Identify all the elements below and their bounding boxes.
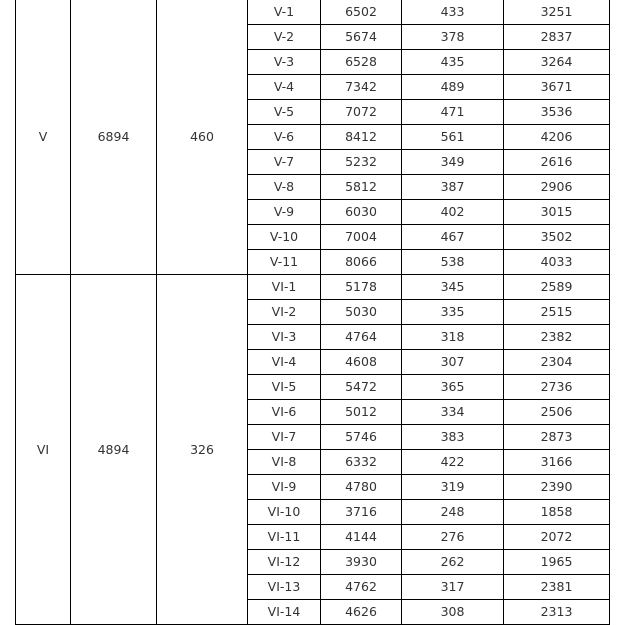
value-b-cell: 335 [402,300,504,325]
value-b-cell: 262 [402,550,504,575]
group-name-cell: V [16,0,71,275]
value-c-cell: 2589 [504,275,610,300]
value-a-cell: 4608 [321,350,402,375]
sample-id-cell: VI-1 [248,275,321,300]
value-c-cell: 2381 [504,575,610,600]
sample-id-cell: V-10 [248,225,321,250]
sample-id-cell: VI-4 [248,350,321,375]
value-b-cell: 433 [402,0,504,25]
sample-id-cell: V-3 [248,50,321,75]
sample-id-cell: VI-10 [248,500,321,525]
value-c-cell: 2313 [504,600,610,625]
value-c-cell: 2506 [504,400,610,425]
value-b-cell: 561 [402,125,504,150]
value-a-cell: 5030 [321,300,402,325]
sample-id-cell: VI-5 [248,375,321,400]
value-c-cell: 2304 [504,350,610,375]
value-c-cell: 2736 [504,375,610,400]
sample-id-cell: V-7 [248,150,321,175]
sample-id-cell: V-5 [248,100,321,125]
sample-id-cell: V-6 [248,125,321,150]
group-value-a-cell: 6894 [71,0,157,275]
value-a-cell: 6528 [321,50,402,75]
value-a-cell: 6332 [321,450,402,475]
group-value-b-cell: 326 [157,275,248,625]
value-b-cell: 317 [402,575,504,600]
value-b-cell: 422 [402,450,504,475]
value-c-cell: 3015 [504,200,610,225]
group-value-a-cell: 4894 [71,275,157,625]
value-b-cell: 345 [402,275,504,300]
value-c-cell: 3671 [504,75,610,100]
table-row [16,275,610,300]
value-a-cell: 8412 [321,125,402,150]
sample-id-cell: VI-11 [248,525,321,550]
value-b-cell: 276 [402,525,504,550]
value-b-cell: 387 [402,175,504,200]
sample-id-cell: VI-13 [248,575,321,600]
value-b-cell: 402 [402,200,504,225]
value-a-cell: 7342 [321,75,402,100]
value-a-cell: 5674 [321,25,402,50]
sample-id-cell: V-8 [248,175,321,200]
value-b-cell: 318 [402,325,504,350]
value-c-cell: 4033 [504,250,610,275]
value-a-cell: 5178 [321,275,402,300]
value-a-cell: 5472 [321,375,402,400]
sample-id-cell: VI-14 [248,600,321,625]
value-b-cell: 308 [402,600,504,625]
value-a-cell: 3716 [321,500,402,525]
sample-id-cell: V-9 [248,200,321,225]
sample-id-cell: VI-12 [248,550,321,575]
sample-id-cell: VI-9 [248,475,321,500]
value-c-cell: 1965 [504,550,610,575]
sample-id-cell: V-2 [248,25,321,50]
value-c-cell: 3264 [504,50,610,75]
value-c-cell: 2837 [504,25,610,50]
value-a-cell: 8066 [321,250,402,275]
value-b-cell: 471 [402,100,504,125]
data-table [15,0,610,625]
value-c-cell: 2072 [504,525,610,550]
sample-id-cell: V-4 [248,75,321,100]
value-c-cell: 2382 [504,325,610,350]
value-b-cell: 307 [402,350,504,375]
value-a-cell: 5232 [321,150,402,175]
value-a-cell: 4144 [321,525,402,550]
value-b-cell: 467 [402,225,504,250]
value-a-cell: 6030 [321,200,402,225]
value-a-cell: 4780 [321,475,402,500]
value-c-cell: 3502 [504,225,610,250]
value-b-cell: 365 [402,375,504,400]
value-a-cell: 4762 [321,575,402,600]
value-b-cell: 538 [402,250,504,275]
value-c-cell: 2873 [504,425,610,450]
value-b-cell: 319 [402,475,504,500]
value-b-cell: 334 [402,400,504,425]
value-a-cell: 6502 [321,0,402,25]
value-a-cell: 4764 [321,325,402,350]
value-b-cell: 378 [402,25,504,50]
sample-id-cell: VI-8 [248,450,321,475]
value-b-cell: 383 [402,425,504,450]
value-c-cell: 2515 [504,300,610,325]
value-c-cell: 2390 [504,475,610,500]
value-a-cell: 4626 [321,600,402,625]
value-a-cell: 7004 [321,225,402,250]
value-b-cell: 435 [402,50,504,75]
sample-id-cell: VI-3 [248,325,321,350]
group-value-b-cell: 460 [157,0,248,275]
value-b-cell: 349 [402,150,504,175]
group-name-cell: VI [16,275,71,625]
value-a-cell: 5746 [321,425,402,450]
sample-id-cell: V-1 [248,0,321,25]
value-a-cell: 5812 [321,175,402,200]
value-c-cell: 2906 [504,175,610,200]
sample-id-cell: VI-6 [248,400,321,425]
value-c-cell: 2616 [504,150,610,175]
value-c-cell: 1858 [504,500,610,525]
value-c-cell: 3536 [504,100,610,125]
table-body [16,0,610,625]
value-a-cell: 7072 [321,100,402,125]
value-a-cell: 5012 [321,400,402,425]
table-row [16,0,610,25]
sample-id-cell: VI-7 [248,425,321,450]
value-c-cell: 3251 [504,0,610,25]
sample-id-cell: VI-2 [248,300,321,325]
value-b-cell: 248 [402,500,504,525]
value-a-cell: 3930 [321,550,402,575]
value-b-cell: 489 [402,75,504,100]
value-c-cell: 4206 [504,125,610,150]
sample-id-cell: V-11 [248,250,321,275]
value-c-cell: 3166 [504,450,610,475]
